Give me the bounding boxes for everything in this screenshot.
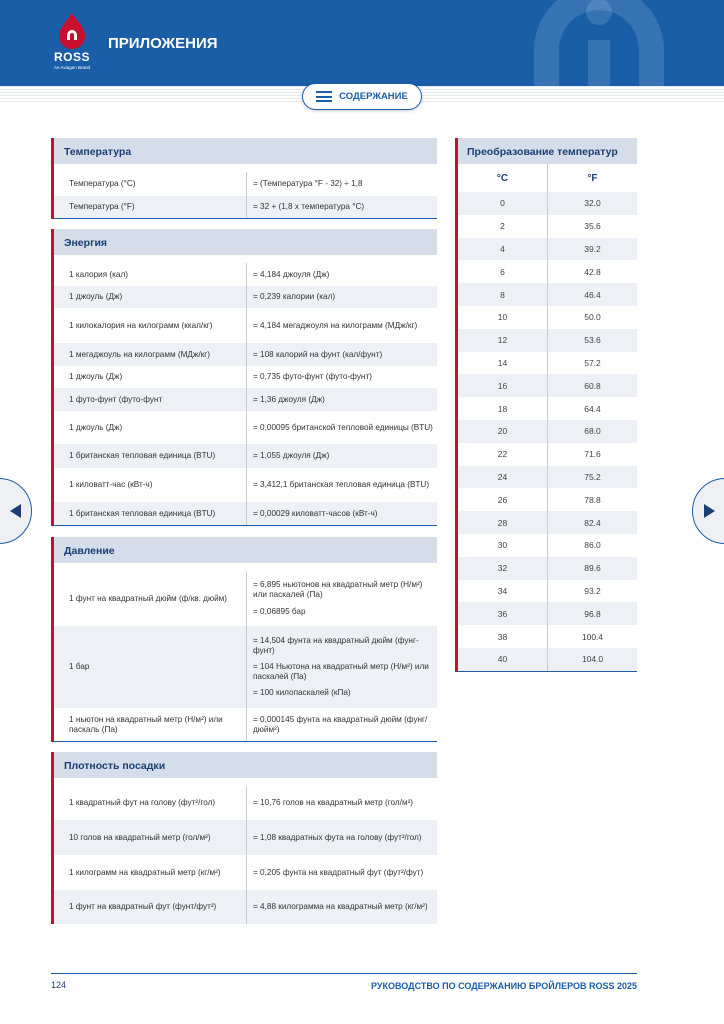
table-row [458,329,637,352]
unit-value-line: = 0,06895 бар [253,607,306,616]
unit-value [246,366,437,388]
ross-logo [50,12,94,78]
fahrenheit-cell: 93.2 [547,580,637,603]
table-row [458,306,637,329]
fahrenheit-cell: 53.6 [547,329,637,352]
unit-value [246,343,437,366]
fahrenheit-cell: 32.0 [547,192,637,215]
unit-label: 1 британская тепловая единица (BTU) [69,508,216,518]
table-row [54,286,437,308]
unit-value [246,444,437,468]
celsius-cell: 26 [497,494,508,505]
unit-label: 1 фунт на квадратный фут (фунт/фут²) [69,902,217,911]
celsius-cell: 10 [497,312,508,323]
header-fahrenheit: °F [547,164,637,192]
table-row [458,625,637,648]
celsius-cell: 12 [497,335,508,346]
fahrenheit-cell: 46.4 [547,283,637,306]
table-row [458,648,637,671]
table-row [54,468,437,502]
table-row [458,602,637,625]
table-row [458,511,637,534]
celsius-cell: 14 [497,357,508,368]
unit-label: 1 мегаджоуль на килограмм (МДж/кг) [69,349,211,359]
fahrenheit-cell: 39.2 [547,238,637,261]
table-row [54,263,437,286]
table-row [458,260,637,283]
unit-value [246,308,437,343]
celsius-cell: 20 [497,426,508,437]
unit-value-line: = 0,205 фунта на квадратный фут (фут²/фут) [253,867,424,877]
table-row [458,443,637,466]
celsius-cell: 28 [497,517,508,528]
unit-label: 1 джоуль (Дж) [69,372,123,381]
unit-label: 1 фунт на квадратный дюйм (ф/кв. дюйм) [69,593,228,603]
page-title: ПРИЛОЖЕНИЯ [108,35,218,52]
unit-value-line: = 0,00029 киловатт-часов (кВт-ч) [253,508,378,518]
unit-label: 1 бар [69,662,90,671]
celsius-cell: 16 [497,380,508,391]
hamburger-icon [316,91,332,102]
unit-value [246,502,437,525]
next-page-button[interactable] [692,478,724,544]
footer-divider [51,973,637,974]
celsius-cell: 30 [497,540,508,551]
fahrenheit-cell: 100.4 [547,625,637,648]
unit-value [246,890,437,924]
unit-value [246,172,437,196]
celsius-cell: 34 [497,585,508,596]
celsius-cell: 2 [500,221,505,232]
fahrenheit-cell: 42.8 [547,260,637,283]
unit-label: 10 голов на квадратный метр (гол/м²) [69,832,211,842]
header-celsius: °C [496,172,509,184]
celsius-cell: 38 [497,631,508,642]
document-title: РУКОВОДСТВО ПО СОДЕРЖАНИЮ БРОЙЛЕРОВ ROSS 2025 [371,981,637,991]
celsius-cell: 6 [500,266,505,277]
celsius-cell: 0 [500,198,505,209]
header-bar [0,0,724,86]
table-row [54,786,437,820]
fahrenheit-cell: 35.6 [547,215,637,238]
celsius-cell: 32 [497,563,508,574]
unit-label: 1 джоуль (Дж) [69,422,123,432]
unit-value-line: = 4,184 джоуля (Дж) [253,269,330,279]
unit-value-line: = 100 килопаскалей (кПа) [253,688,351,697]
unit-value [246,468,437,502]
unit-value-line: = 14,504 фунта на квадратный дюйм (фунг-фунт) [253,636,419,655]
celsius-cell: 18 [497,403,508,414]
table-row [458,238,637,261]
section-energy [51,229,437,526]
table-row [458,488,637,511]
unit-value-line: = 104 Ньютона на квадратный метр (Н/м²) или паскалей (Па) [253,662,429,681]
fahrenheit-cell: 60.8 [547,374,637,397]
fahrenheit-cell: 96.8 [547,602,637,625]
celsius-cell: 40 [497,654,508,665]
table-row [458,352,637,375]
table-row [54,388,437,411]
celsius-cell: 22 [497,449,508,460]
unit-label: 1 килограмм на квадратный метр (кг/м²) [69,867,221,877]
unit-label: 1 футо-фунт (футо-фунт [69,394,163,404]
unit-label: 1 британская тепловая единица (BTU) [69,451,216,460]
page-number: 124 [51,980,67,990]
fahrenheit-cell: 64.4 [547,397,637,420]
table-row [458,192,637,215]
unit-value-line: = 1,055 джоуля (Дж) [253,451,330,460]
unit-label: Температура (°C) [69,179,136,188]
section-pressure [51,537,437,742]
table-row [458,534,637,557]
unit-value [246,286,437,308]
table-row [458,420,637,443]
table-row [54,855,437,890]
table-row [54,820,437,855]
fahrenheit-cell: 75.2 [547,466,637,489]
celsius-cell: 8 [500,289,505,300]
triangle-right-icon [704,504,715,518]
section-title: Давление [54,537,437,563]
unit-value-line: = 6,895 ньютонов на квадратный метр (Н/м²) или паскалей (Па) [253,580,423,599]
table-row [458,557,637,580]
unit-value [246,786,437,820]
unit-label: 1 джоуль (Дж) [69,292,123,301]
fahrenheit-cell: 57.2 [547,352,637,375]
table-row [54,411,437,444]
unit-value-line: = 0,000145 фунта на квадратный дюйм (фунг/дюйм²) [253,714,428,734]
section-stocking-density [51,752,437,924]
unit-value-line: = 0,00095 британской тепловой единицы (BTU) [253,422,433,432]
unit-value-line: = 4,88 килограмма на квадратный метр (кг/м²) [253,902,428,911]
table-row [458,283,637,306]
section-title: Энергия [54,229,437,255]
drop-icon [56,12,88,50]
temperature-conversion-table [455,138,637,672]
fahrenheit-cell: 68.0 [547,420,637,443]
table-title: Преобразование температур [458,138,637,164]
unit-label: 1 киловатт-час (кВт-ч) [69,480,153,489]
triangle-left-icon [10,504,21,518]
table-row [54,196,437,219]
unit-value-line: = 10,76 голов на квадратный метр (гол/м²) [253,798,414,807]
unit-value [246,626,437,708]
contents-button-label: СОДЕРЖАНИЕ [339,91,408,102]
unit-label: 1 килокалория на килограмм (ккал/кг) [69,320,213,330]
table-row [54,626,437,708]
unit-value [246,708,437,741]
fahrenheit-cell: 104.0 [547,648,637,671]
celsius-cell: 4 [500,243,505,254]
unit-value-line: = 1,36 джоуля (Дж) [253,394,325,404]
table-row [54,366,437,388]
unit-label: 1 квадратный фут на голову (фут²/гол) [69,798,216,807]
table-body [458,192,637,671]
celsius-cell: 36 [497,608,508,619]
table-row [458,374,637,397]
table-header [458,164,637,192]
unit-value [246,263,437,286]
fahrenheit-cell: 86.0 [547,534,637,557]
unit-value-line: = 0,239 калории (кал) [253,292,336,301]
table-row [54,343,437,366]
section-title: Плотность посадки [54,752,437,778]
table-row [54,571,437,626]
fahrenheit-cell: 89.6 [547,557,637,580]
unit-value [246,196,437,218]
fahrenheit-cell: 78.8 [547,488,637,511]
unit-value-line: = 3,412,1 британская тепловая единица (BTU) [253,480,430,489]
unit-value [246,411,437,444]
unit-label: Температура (°F) [69,202,135,211]
unit-label: 1 ньютон на квадратный метр (Н/м²) или паскаль (Па) [69,714,223,734]
logo-subtitle: An Aviagen Brand [54,65,90,70]
fahrenheit-cell: 82.4 [547,511,637,534]
table-row [458,215,637,238]
prev-page-button[interactable] [0,478,32,544]
logo-text: ROSS [53,50,90,64]
contents-button[interactable] [302,83,422,110]
unit-value-line: = 108 калорий на фунт (кал/фунт) [253,349,383,359]
table-row [54,172,437,196]
celsius-cell: 24 [497,471,508,482]
unit-value-line: = 0,735 футо-фунт (футо-фунт) [253,372,372,381]
unit-value [246,388,437,411]
table-row [54,708,437,742]
table-row [458,397,637,420]
table-row [458,580,637,603]
table-row [54,890,437,924]
section-title: Температура [54,138,437,164]
unit-value-line: = 4,184 мегаджоуля на килограмм (МДж/кг) [253,320,418,330]
fahrenheit-cell: 71.6 [547,443,637,466]
unit-value-line: = 32 + (1,8 x температура °C) [253,202,365,211]
fahrenheit-cell: 50.0 [547,306,637,329]
table-row [54,502,437,526]
table-row [54,308,437,343]
info-decoration-icon [514,0,684,86]
table-row [54,444,437,468]
unit-value-line: = 1,08 квадратных фута на голову (фут²/гол) [253,832,422,842]
unit-value [246,820,437,855]
unit-value [246,855,437,890]
table-row [458,466,637,489]
unit-value-line: = (Температура °F - 32) ÷ 1,8 [253,179,363,188]
unit-label: 1 калория (кал) [69,269,128,279]
unit-value [246,571,437,626]
section-temperature [51,138,437,219]
